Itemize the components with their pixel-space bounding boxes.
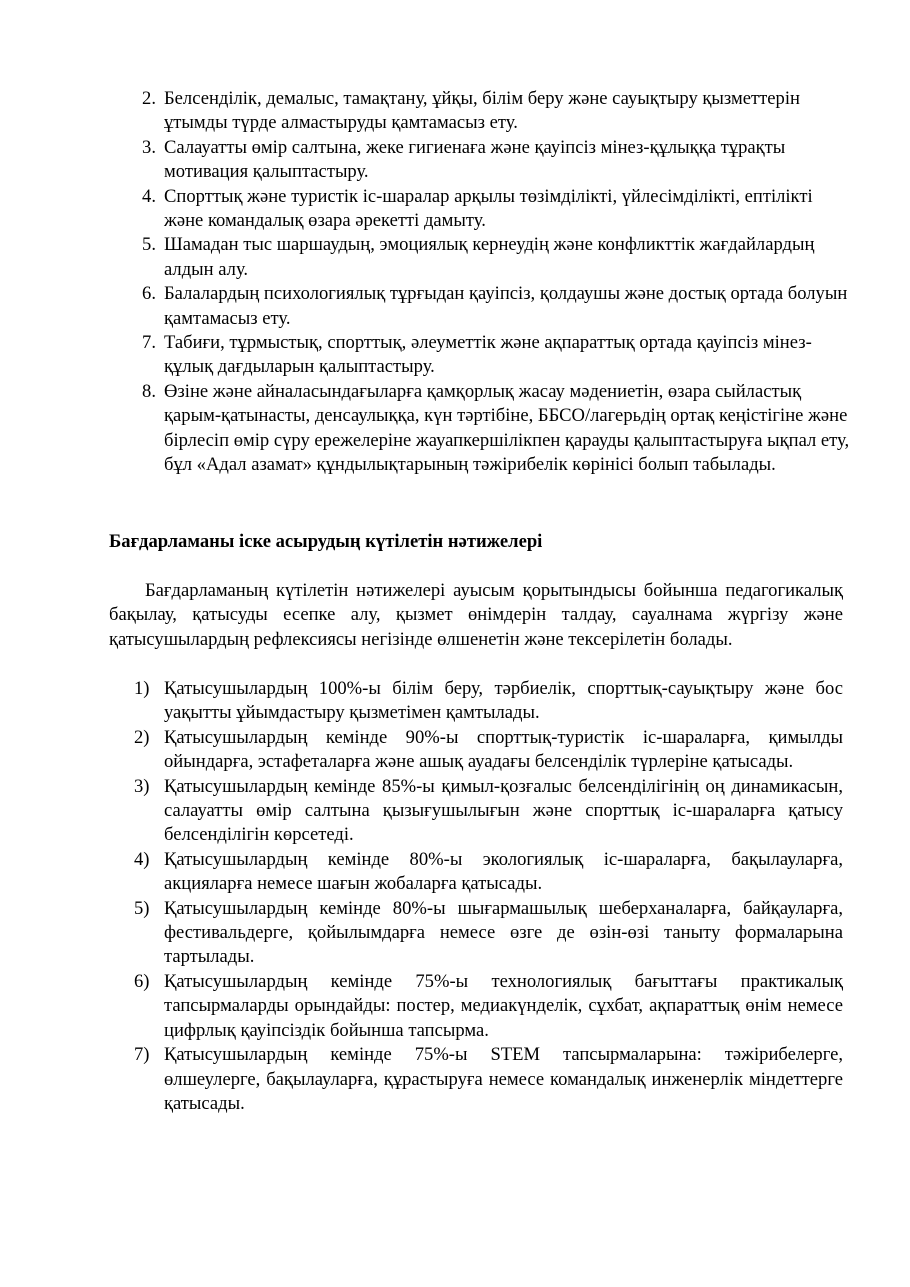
list-item-number: 6) — [134, 970, 150, 992]
list-item — [134, 970, 843, 1043]
list-item-number: 2) — [134, 726, 150, 748]
list-item-text: Қатысушылардың кемінде 75%-ы технологиялық бағыттағы практикалық тапсырмаларды орындайды: постер, медиакүнделік, сұхбат, ақпараттық өнім немесе цифрлық қауіпсіздік бойынша тапсырма. — [164, 970, 843, 1041]
list-item — [134, 897, 843, 970]
list-item-number: 2. — [142, 88, 156, 109]
list-item-text: Балалардың психологиялық тұрғыдан қауіпсіз, қолдаушы және достық ортада болуын қамтамасыз ету. — [164, 283, 848, 329]
list-item-text: Қатысушылардың кемінде 85%-ы қимыл-қозғалыс белсенділігінің оң динамикасын, салауатты өмір салтына қызығушылығын және спорттық іс-шараларға қатысу белсенділігін көрсетеді. — [164, 775, 843, 846]
list-item-text: Қатысушылардың 100%-ы білім беру, тәрбиелік, спорттық-сауықтыру және бос уақытты ұйымдастыру қызметімен қамтылады. — [164, 678, 843, 724]
expected-results-list — [134, 677, 843, 1116]
list-item-number: 3) — [134, 775, 150, 797]
list-item-text: Спорттық және туристік іс-шаралар арқылы төзімділікті, үйлесімділікті, ептілікті және командалық өзара әрекетті дамыту. — [164, 185, 813, 232]
list-item-number: 4) — [134, 848, 150, 870]
list-item-text: Шамадан тыс шаршаудың, эмоциялық кернеудің және конфликттік жағдайлардың алдын алу. — [164, 234, 815, 280]
list-item — [134, 775, 843, 848]
list-item-number: 7. — [142, 332, 156, 354]
list-item — [134, 380, 854, 478]
list-item-text: Қатысушылардың кемінде 80%-ы шығармашылық шеберханаларға, байқауларға, фестивальдерге, қойылымдарға немесе өзге де өзін-өзі таныту формаларына тартылады. — [164, 897, 843, 968]
list-item-number: 6. — [142, 283, 156, 305]
list-item-text: Белсенділік, демалыс, тамақтану, ұйқы, білім беру және сауықтыру қызметтерін ұтымды түрде алмастыруды қамтамасыз ету. — [164, 88, 800, 134]
list-item-number: 5. — [142, 234, 156, 256]
list-item — [134, 136, 854, 185]
list-item-text: Өзіне және айналасындағыларға қамқорлық жасау мәдениетін, өзара сыйластық қарым-қатынасты, денсаулыққа, күн тәртібіне, ББСО/лагерьдің ортақ кеңістігіне және бірлесіп өмір сүру ережелеріне жауапкершілікпен қарауды қалыптастыруға ықпал ету, бұл «Адал азамат» құндылықтарының тәжірибелік көрінісі болып табылады. — [164, 380, 850, 476]
list-item-text: Қатысушылардың кемінде 75%-ы STEM тапсырмаларына: тәжірибелерге, өлшеулерге, бақылауларға, құрастыруға немесе командалық инженерлік міндеттерге қатысады. — [164, 1044, 843, 1114]
list-item-text: Табиғи, тұрмыстық, спорттық, әлеуметтік және ақпараттық ортада қауіпсіз мінез-құлық дағдыларын қалыптастыру. — [164, 332, 812, 378]
list-item — [134, 677, 843, 726]
list-item-number: 8. — [142, 380, 156, 402]
list-item — [134, 726, 843, 775]
list-item-number: 5) — [134, 897, 150, 919]
section-heading: Бағдарламаны іске асырудың күтілетін нәтижелері — [109, 531, 543, 552]
list-item — [134, 282, 854, 331]
list-item — [134, 87, 854, 136]
list-item-number: 7) — [134, 1044, 150, 1066]
section-intro-paragraph: Бағдарламаның күтілетін нәтижелері ауысым қорытындысы бойынша педагогикалық бақылау, қатысуды есепке алу, қызмет өнімдерін талдау, сауалнама жүргізу және қатысушылардың рефлексиясы негізінде өлшенетін және тексерілетін болады. — [109, 580, 843, 650]
list-item — [134, 1043, 843, 1116]
list-item — [134, 848, 843, 897]
list-item-text: Қатысушылардың кемінде 80%-ы экологиялық іс-шараларға, бақылауларға, акцияларға немесе шағын жобаларға қатысады. — [164, 848, 843, 895]
list-item-text: Салауатты өмір салтына, жеке гигиенаға және қауіпсіз мінез-құлыққа тұрақты мотивация қалыптастыру. — [164, 136, 786, 183]
goals-list — [134, 87, 854, 478]
list-item — [134, 185, 854, 234]
list-item — [134, 233, 854, 282]
list-item-number: 1) — [134, 678, 150, 699]
list-item — [134, 331, 854, 380]
list-item-number: 3. — [142, 136, 156, 158]
list-item-text: Қатысушылардың кемінде 90%-ы спорттық-туристік іс-шараларға, қимылды ойындарға, эстафеталарға және ашық ауадағы белсенділік түрлеріне қатысады. — [164, 726, 843, 773]
list-item-number: 4. — [142, 185, 156, 207]
